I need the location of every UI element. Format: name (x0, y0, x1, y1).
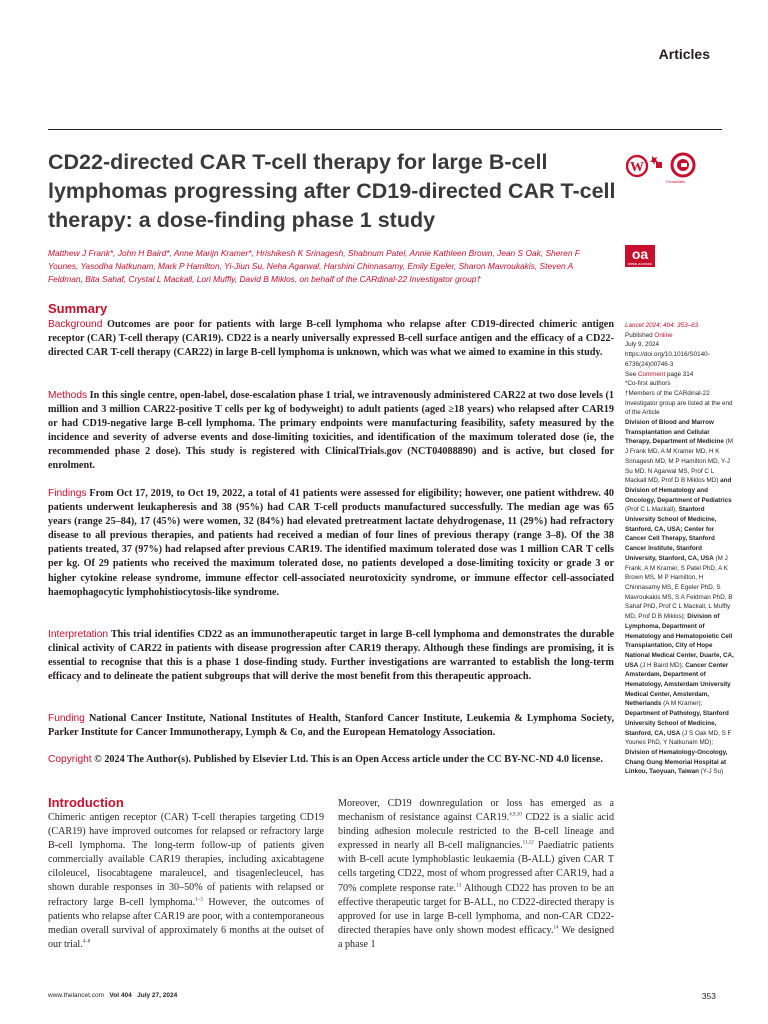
body-text: CD22 is a sialic acid binding adhesion molecule restricted to the B-cell lineage and expressed in nearly all B-cell malignancies. (338, 812, 615, 852)
affiliation-name: Stanford University School of Medicine, Stanford, CA, USA; Center for Cancer Cell Therapy, Stanford Cancer Institute, Stanford University, Stanford, CA, USA (625, 506, 717, 562)
introduction-column-2 (338, 797, 614, 952)
footer-info (48, 992, 177, 999)
doi-link[interactable]: https://doi.org/10.1016/S0140-6736(24)00746-3 (625, 351, 710, 368)
abstract-label: Background (48, 319, 103, 330)
abstract-text: Outcomes are poor for patients with large B-cell lymphoma who relapse after CD19-directed chimeric antigen receptor (CAR) T-cell therapy (CAR19). CD22 is a nearly universally expressed B-cell surface antigen and the efficacy of a CD22-directed CAR T-cell therapy (CAR22) in large B-cell lymphoma is unknown, which was what we aimed to examine in this study. (48, 319, 614, 359)
abstract-funding (48, 712, 614, 740)
body-text: Moreover, CD19 downregulation or loss has emerged as a mechanism of resistance against CAR19. (338, 798, 614, 824)
published-label: Published (625, 331, 653, 339)
abstract-label: Methods (48, 390, 88, 401)
open-access-badge (625, 245, 655, 267)
journal-citation: Lancet 2024; 404: 353–63 (625, 322, 699, 329)
citation-ref[interactable]: 11,12 (522, 840, 534, 846)
abstract-text: This trial identifies CD22 as an immunotherapeutic target in large B-cell lymphoma and demonstrates the durable clinical activity of CAR22 in patients with disease progression after CAR19 therapy. Although these findings are promising, it is essential to recognise that this is a phase 1 dose-finding study. Further investigations are warranted to establish the long-term efficacy and to delineate the patient subgroups that will derive the most benefit from this therapeutic approach. (48, 629, 614, 683)
abstract-label: Funding (48, 713, 85, 724)
section-label: Articles (658, 46, 710, 62)
members-note: †Members of the CARdinal-22 Investigator group are listed at the end of the Article (625, 389, 733, 417)
body-text: Paediatric patients with B-cell acute lymphoblastic leukaemia (B-ALL) given CAR T cells targeting CD22, most of whom progressed after CAR19, had a 70% complete response rate. (338, 840, 614, 894)
affiliation-authors: (Y-J Su) (698, 768, 724, 776)
abstract-text: National Cancer Institute, National Institutes of Health, Stanford Cancer Institute, Leukemia & Lymphoma Society, Parker Institute for Cancer Immunotherapy, Lymph & Co, and the European Hematology Association. (48, 713, 614, 739)
published-line (625, 331, 735, 341)
body-text: Chimeric antigen receptor (CAR) T-cell therapies targeting CD19 (CAR19) have improved outcomes for relapsed or refractory large B-cell lymphoma. The long-term follow-up of patients given commercially available CAR19 therapies, including axicabtagene ciloleucel, lisocabtagene maraleucel, and tisagenlecleucel, has shown durable responses in 30–50% of patients with relapsed or refractory large B-cell lymphoma. (48, 812, 324, 908)
publish-date: July 9, 2024 (625, 341, 659, 349)
affiliation-authors: (J H Baird MD); (638, 661, 686, 669)
body-text: Although CD22 has proven to be an effective therapeutic target for B-ALL, no CD22-directed therapy is approved for use in large B-cell lymphoma, and non-CAR CD22-directed therapies have only shown modest efficacy. (338, 882, 614, 936)
oa-label: oa (631, 246, 649, 262)
citation-ref[interactable]: 4,9,10 (509, 812, 522, 818)
page-number: 353 (701, 991, 716, 1001)
summary-heading: Summary (48, 301, 108, 316)
citation-ref[interactable]: 4–8 (82, 939, 91, 945)
abstract-label: Findings (48, 488, 87, 499)
oa-sublabel: OPEN ACCESS (628, 262, 652, 266)
affiliation-name: Division of Hematology-Oncology, Chang Gung Memorial Hospital at Linkou, Taoyuan, Taiwan (625, 748, 728, 776)
crossmark-label: CrossMark (666, 179, 686, 184)
see-label: See (625, 370, 637, 378)
abstract-interpretation (48, 628, 614, 684)
comment-page: page 314 (665, 370, 694, 378)
citation-ref[interactable]: 14 (553, 925, 559, 931)
journal-site[interactable]: www.thelancet.com (48, 992, 104, 999)
affiliation-name: Division of Blood and Marrow Transplantation and Cellular Therapy, Department of Medicine (625, 419, 724, 446)
abstract-methods (48, 389, 614, 474)
citation-ref[interactable]: 13 (456, 883, 462, 889)
citation-ref[interactable]: 1–3 (195, 897, 203, 903)
abstract-copyright (48, 753, 614, 767)
abstract-text: In this single centre, open-label, dose-escalation phase 1 trial, we intravenously administered CAR22 at two dose levels (1 million and 3 million CAR22-positive T cells per kg of bodyweight) to adult patients (aged ≥18 years) who relapsed after CAR19 or had CD19-negative large B-cell lymphoma. The primary endpoints were manufacturing feasibility, safety measured by the incidence and severity of adverse events and dose-limiting toxicities, and identification of the maximum tolerated dose (ie, the recommended phase 2 dose). This study is registered with ClinicalTrials.gov (NCT04088890) and is active, but closed for enrolment. (48, 390, 614, 472)
affiliation-authors: (A M Kramer); (661, 700, 703, 708)
cofirst-note: *Co-first authors (625, 380, 671, 388)
affiliation-name: Cancer Center Amsterdam, Department of Hematology, Amsterdam University Medical Center, Amsterdam, Netherlands (625, 661, 731, 708)
affiliations (625, 418, 735, 777)
body-text: We designed a phase 1 (338, 924, 614, 950)
introduction-column-1 (48, 811, 324, 952)
affiliation-name: and Division of Hematology and Oncology, Department of Pediatrics (625, 477, 732, 504)
affiliation-name: Department of Pathology, Stanford University School of Medicine, Stanford, CA, USA (625, 710, 729, 737)
introduction-heading: Introduction (48, 795, 124, 810)
published-online-link[interactable]: Online (654, 331, 673, 339)
crossmark-icon[interactable] (668, 152, 704, 188)
comment-link[interactable]: Comment (637, 370, 666, 378)
issue-date: July 27, 2024 (137, 992, 178, 999)
abstract-label: Interpretation (48, 629, 109, 640)
affiliation-authors: (M J Frank, A M Kramer, S Patel PhD, A K Brown MS, M P Hamilton, H Chinnasamy MS, E Egeler PhD, S Mavroukakis MS, S A Feldman PhD, B Sahaf PhD, Prof C L Mackall, L Muffly MD, Prof D B Miklos); (625, 554, 733, 621)
affiliation-authors: (Prof C L Mackall), (625, 506, 679, 514)
sidebar-notes (625, 321, 735, 777)
article-title: CD22-directed CAR T-cell therapy for large B-cell lymphomas progressing after CD19-directed CAR T-cell therapy: a dose-finding phase 1 study (48, 150, 616, 232)
see-comment (625, 370, 735, 380)
abstract-text: From Oct 17, 2019, to Oct 19, 2022, a total of 41 patients were assessed for eligibility; however, one patient withdrew. 40 patients underwent leukapheresis and 38 (95%) had CAR T-cell products manufactured successfully. The median age was 65 years (range 25–84), 17 (45%) were women, 32 (84%) had elevated pretreatment lactate dehydrogenase, 11 (29%) had refractory disease to all previous therapies, and patients had received a median of four lines of previous therapy (range 3–8). Of the 38 patients treated, 37 (97%) had relapsed after previous CAR19. The identified maximum tolerated dose was 1 million CAR T cells per kg. Of 29 patients who received the maximum tolerated dose, no patients developed a dose-limiting toxicity or grade 3 or higher cytokine release syndrome, immune effector cell-associated neurotoxicity syndrome, or immune effector cell-associated haemophagocytic lymphohistiocytosis-like syndrome. (48, 488, 614, 598)
affiliation-authors: (J S Oak MD, S F Younes PhD, Y Natkunam MD); (625, 729, 732, 747)
abstract-background (48, 318, 614, 360)
svg-text:W: W (630, 160, 644, 175)
abstract-label: Copyright (48, 754, 92, 765)
author-list: Matthew J Frank*, John H Baird*, Anne Marijn Kramer*, Hrishikesh K Srinagesh, Shabnum Patel, Annie Kathleen Brown, Jean S Oak, Sheren F Younes, Yasodha Natkunam, Mark P Hamilton, Yi-Jiun Su, Neha Agarwal, Harshini Chinnasamy, Emily Egeler, Sharon Mavroukakis, Steven A Feldman, Bita Sahaf, Crystal L Mackall, Lori Muffly, David B Miklos, on behalf of the CARdinal-22 Investigator group† (48, 248, 580, 285)
body-text: However, the outcomes of patients who relapse after CAR19 are poor, with a contemporaneous median overall survival of approximately 6 months at the outset of our trial. (48, 896, 324, 950)
abstract-text: © 2024 The Author(s). Published by Elsevier Ltd. This is an Open Access article under the CC BY-NC-ND 4.0 license. (91, 754, 603, 765)
affiliation-name: Division of Lymphoma, Department of Hematology and Hematopoietic Cell Transplantation, City of Hope National Medical Center, Duarte, CA, USA (625, 613, 734, 669)
volume: Vol 404 (109, 992, 132, 999)
abstract-findings (48, 487, 614, 600)
header-divider (48, 129, 722, 130)
affiliation-authors: (M J Frank MD, A M Kramer MD, H K Srinagesh MD, M P Hamilton MD, Y-J Su MD, N Agarwal MS, Prof C L Mackall MD, Prof D B Miklos MD) (625, 438, 733, 485)
